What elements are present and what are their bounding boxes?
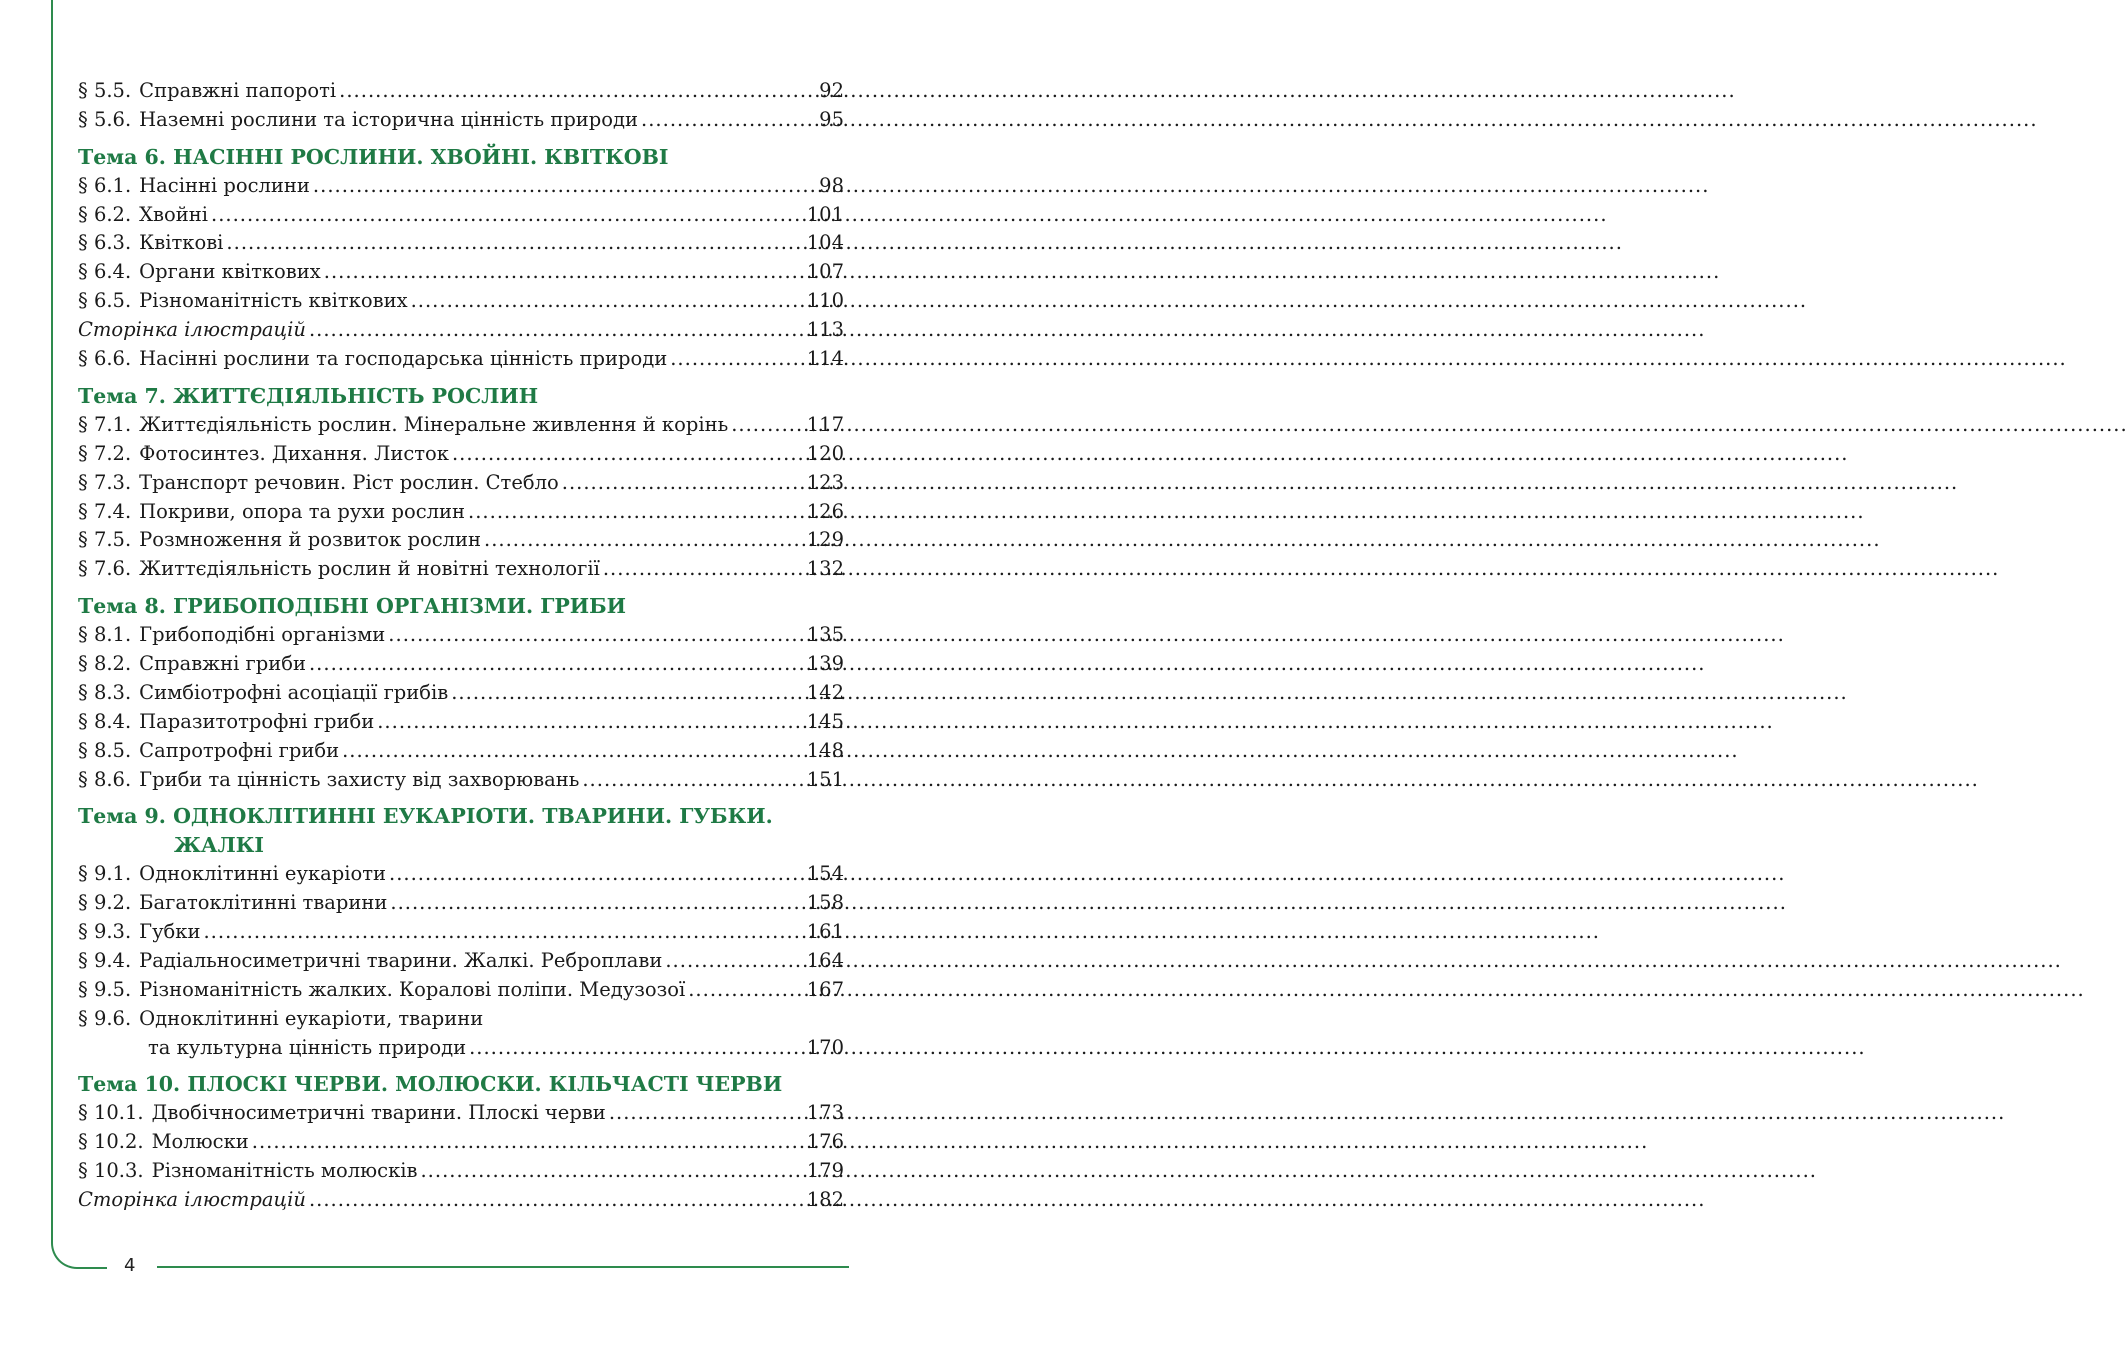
theme-heading [78, 1070, 844, 1099]
toc-entry[interactable] [78, 440, 844, 469]
theme-heading-text: Тема 10. ПЛОСКІ ЧЕРВИ. МОЛЮСКИ. КІЛЬЧАСТІ ЧЕРВИ [78, 1072, 783, 1097]
toc-entry[interactable] [78, 229, 844, 258]
leader-dots [211, 201, 804, 230]
toc-entry[interactable] [78, 918, 844, 947]
toc-entry[interactable] [78, 976, 844, 1005]
section-number: § 8.1. [78, 623, 132, 647]
page-ref: 182 [806, 1188, 844, 1212]
section-title: Справжні гриби [139, 651, 306, 675]
section-title: Симбіотрофні асоціації грибів [139, 680, 449, 704]
section-title: Різноманітність квіткових [139, 289, 408, 313]
section-title: Сапротрофні гриби [139, 738, 340, 762]
toc-entry[interactable] [78, 411, 844, 440]
leader-dots [665, 947, 803, 976]
toc-entry[interactable] [78, 201, 844, 230]
page-ref: 107 [806, 260, 844, 284]
section-title: Життєдіяльність рослин й новітні технології [139, 557, 600, 581]
leader-dots [420, 1157, 803, 1186]
page-ref: 173 [806, 1101, 844, 1125]
page-ref: 123 [806, 470, 844, 494]
theme-heading-text-cont: ЖАЛКІ [174, 833, 264, 858]
leader-dots [388, 621, 803, 650]
leader-dots [390, 889, 803, 918]
page-ref: 179 [806, 1159, 844, 1183]
page-ref: 151 [806, 767, 844, 791]
section-number: § 5.5. [78, 79, 132, 102]
section-title: Двобічносиметричні тварини. Плоскі черви [151, 1101, 606, 1125]
section-number: § 9.5. [78, 977, 132, 1001]
leader-dots [309, 1186, 804, 1215]
page-ref: 98 [819, 173, 844, 197]
toc-entry[interactable] [78, 708, 844, 737]
toc-entry[interactable] [78, 621, 844, 650]
section-title: Органи квіткових [139, 260, 321, 284]
section-number: § 5.6. [78, 107, 132, 131]
section-number: § 9.4. [78, 948, 132, 972]
section-title: Грибоподібні організми [139, 623, 386, 647]
section-number: § 6.3. [78, 231, 132, 255]
section-title: Хвойні [139, 202, 209, 226]
left-frame-line [51, 0, 53, 1236]
toc-entry[interactable] [78, 1128, 844, 1157]
page-ref: 92 [819, 79, 844, 102]
section-title: Сторінка ілюстрацій [78, 318, 306, 342]
section-title: Гриби та цінність захисту від захворювань [139, 767, 580, 791]
section-number: § 6.6. [78, 347, 132, 371]
leader-dots [582, 766, 803, 795]
toc-entry[interactable] [78, 947, 844, 976]
page-ref: 176 [806, 1130, 844, 1154]
section-number: § 6.5. [78, 289, 132, 313]
table-of-contents [78, 77, 844, 1215]
section-number: § 10.2. [78, 1130, 144, 1154]
leader-dots [468, 498, 804, 527]
toc-entry[interactable] [78, 889, 844, 918]
section-title: Одноклітинні еукаріоти, тварини [139, 1006, 484, 1030]
section-title: Насінні рослини та господарська цінність природи [139, 347, 668, 371]
leader-dots [451, 679, 804, 708]
leader-dots [313, 172, 816, 201]
toc-entry[interactable] [78, 469, 844, 498]
page-ref: 104 [806, 231, 844, 255]
leader-dots [324, 258, 804, 287]
page-ref: 148 [806, 738, 844, 762]
theme-heading [78, 382, 844, 411]
page-ref: 110 [806, 289, 844, 313]
section-title: Покриви, опора та рухи рослин [139, 499, 466, 523]
page-ref: 158 [806, 891, 844, 915]
leader-dots [484, 526, 804, 555]
page-ref: 101 [806, 202, 844, 226]
section-number: § 9.1. [78, 862, 132, 886]
toc-entry-continuation[interactable] [78, 1034, 844, 1063]
page-ref: 126 [806, 499, 844, 523]
section-number: § 8.4. [78, 709, 132, 733]
section-title: Молюски [151, 1130, 249, 1154]
theme-heading-text: Тема 8. ГРИБОПОДІБНІ ОРГАНІЗМИ. ГРИБИ [78, 594, 627, 619]
page-ref: 120 [806, 441, 844, 465]
toc-entry[interactable] [78, 650, 844, 679]
section-title: Різноманітність молюсків [151, 1159, 418, 1183]
footer-rule [157, 1266, 849, 1268]
toc-entry[interactable] [78, 737, 844, 766]
toc-entry[interactable] [78, 106, 844, 135]
toc-entry[interactable] [78, 766, 844, 795]
toc-entry[interactable] [78, 1099, 844, 1128]
section-number: § 10.3. [78, 1159, 144, 1183]
toc-entry[interactable] [78, 77, 844, 106]
toc-entry[interactable] [78, 258, 844, 287]
section-number: § 9.3. [78, 920, 132, 944]
leader-dots [731, 411, 804, 440]
section-number: § 7.6. [78, 557, 132, 581]
theme-heading [78, 143, 844, 172]
section-title: Багатоклітинні тварини [139, 891, 388, 915]
section-number: § 7.5. [78, 528, 132, 552]
page-ref: 170 [806, 1035, 844, 1059]
frame-corner-curve [51, 1214, 107, 1269]
toc-entry[interactable] [78, 498, 844, 527]
page-ref: 95 [819, 107, 844, 131]
leader-dots [203, 918, 803, 947]
toc-entry[interactable] [78, 555, 844, 584]
section-title: Радіальносиметричні тварини. Жалкі. Реброплави [139, 948, 663, 972]
leader-dots [389, 860, 804, 889]
toc-entry[interactable] [78, 172, 844, 201]
theme-heading-text: Тема 9. ОДНОКЛІТИННІ ЕУКАРІОТИ. ТВАРИНИ. ГУБКИ. [78, 804, 773, 829]
section-title: Насінні рослини [139, 173, 310, 197]
leader-dots [688, 976, 804, 1005]
page-ref: 113 [806, 318, 844, 342]
leader-dots [377, 708, 804, 737]
page-ref: 139 [806, 651, 844, 675]
toc-entry-illustrations[interactable] [78, 316, 844, 345]
page-ref: 154 [806, 862, 844, 886]
section-title: Сторінка ілюстрацій [78, 1188, 306, 1212]
leader-dots [411, 287, 804, 316]
page-number: 4 [124, 1255, 136, 1276]
toc-entry[interactable] [78, 345, 844, 374]
theme-heading-text: Тема 6. НАСІННІ РОСЛИНИ. ХВОЙНІ. КВІТКОВІ [78, 144, 669, 169]
toc-entry[interactable] [78, 679, 844, 708]
section-title: Життєдіяльність рослин. Мінеральне живлення й корінь [139, 412, 729, 436]
section-title-cont: та культурна цінність природи [148, 1035, 467, 1059]
section-number: § 8.3. [78, 680, 132, 704]
leader-dots [339, 77, 816, 106]
section-number: § 6.1. [78, 173, 132, 197]
leader-dots [670, 345, 804, 374]
section-title: Паразитотрофні гриби [139, 709, 375, 733]
page-ref: 129 [806, 528, 844, 552]
toc-entry[interactable] [78, 1157, 844, 1186]
leader-dots [609, 1099, 804, 1128]
leader-dots [469, 1034, 804, 1063]
page-ref: 142 [806, 680, 844, 704]
page-ref: 167 [806, 977, 844, 1001]
leader-dots [603, 555, 804, 584]
page-ref: 145 [806, 709, 844, 733]
section-title: Квіткові [139, 231, 224, 255]
section-title: Одноклітинні еукаріоти [139, 862, 386, 886]
section-number: § 9.2. [78, 891, 132, 915]
theme-heading [78, 802, 844, 860]
section-number: § 8.2. [78, 651, 132, 675]
theme-heading [78, 592, 844, 621]
page-ref: 164 [806, 948, 844, 972]
section-number: § 10.1. [78, 1101, 144, 1125]
toc-entry-illustrations[interactable] [78, 1186, 844, 1215]
section-title: Різноманітність жалких. Коралові поліпи. Медузозої [139, 977, 686, 1001]
toc-entry[interactable] [78, 860, 844, 889]
leader-dots [309, 316, 804, 345]
page-ref: 135 [806, 623, 844, 647]
leader-dots [641, 106, 816, 135]
toc-entry[interactable] [78, 287, 844, 316]
section-number: § 7.3. [78, 470, 132, 494]
leader-dots [252, 1128, 804, 1157]
section-number: § 6.4. [78, 260, 132, 284]
section-number: § 7.1. [78, 412, 132, 436]
leader-dots [452, 440, 804, 469]
section-number: § 9.6. [78, 1006, 132, 1030]
leader-dots [226, 229, 803, 258]
page-ref: 161 [806, 920, 844, 944]
section-number: § 6.2. [78, 202, 132, 226]
page-ref: 132 [806, 557, 844, 581]
section-number: § 7.2. [78, 441, 132, 465]
section-title: Транспорт речовин. Ріст рослин. Стебло [139, 470, 559, 494]
section-title: Губки [139, 920, 201, 944]
theme-heading-text: Тема 7. ЖИТТЄДІЯЛЬНІСТЬ РОСЛИН [78, 383, 539, 408]
leader-dots [342, 737, 804, 766]
section-title: Справжні папороті [139, 79, 337, 102]
page-ref: 117 [806, 412, 844, 436]
section-number: § 8.5. [78, 738, 132, 762]
page-ref: 114 [806, 347, 844, 371]
leader-dots [309, 650, 804, 679]
section-title: Наземні рослини та історична цінність природи [139, 107, 639, 131]
toc-entry[interactable] [78, 526, 844, 555]
toc-entry[interactable] [78, 1005, 844, 1034]
section-title: Розмноження й розвиток рослин [139, 528, 482, 552]
leader-dots [562, 469, 804, 498]
section-title: Фотосинтез. Дихання. Листок [139, 441, 449, 465]
section-number: § 7.4. [78, 499, 132, 523]
section-number: § 8.6. [78, 767, 132, 791]
